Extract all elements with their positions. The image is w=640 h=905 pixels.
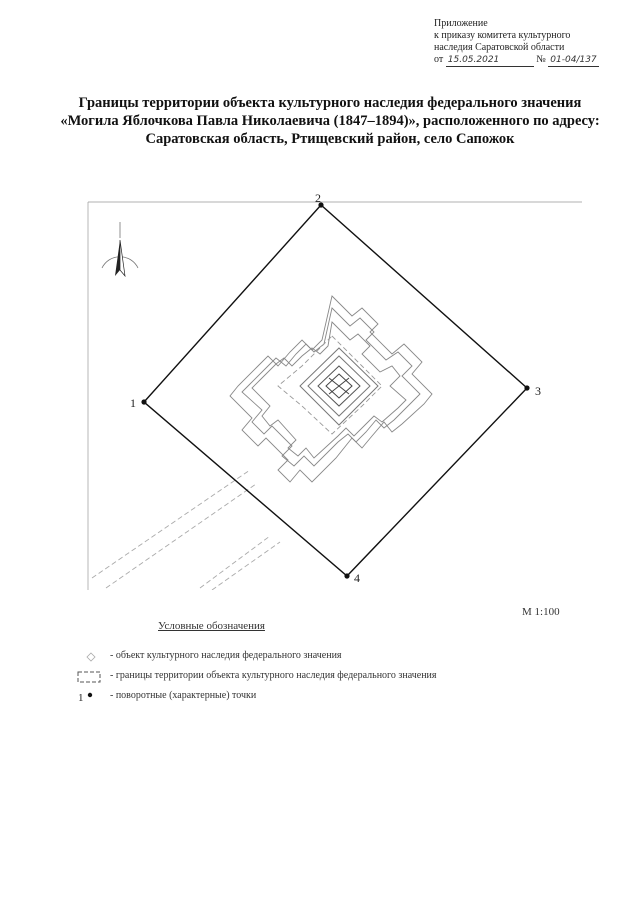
monument-object	[300, 348, 378, 425]
point-label-2: 2	[315, 191, 321, 205]
point-label-1: 1	[130, 396, 136, 410]
legend-point-number: 1	[78, 692, 84, 704]
appendix-line-1: Приложение	[434, 18, 488, 29]
north-arrow-icon	[102, 222, 138, 276]
legend-title: Условные обозначения	[158, 620, 265, 632]
appendix-date-line	[434, 54, 599, 67]
date-prefix: от	[434, 54, 444, 65]
number-prefix: №	[536, 54, 546, 65]
frame-lines	[88, 202, 582, 590]
legend-text-boundary: - границы территории объекта культурного наследия федерального значения	[110, 670, 437, 681]
document-title: Границы территории объекта культурного наследия федерального значения «Могила Яблочкова Павла Николаевича (1847–1894)», расположенного по адресу: Саратовская область, Ртищевский район, село Сапожок	[60, 95, 600, 147]
boundary-symbol-icon	[76, 670, 106, 684]
point-label-4: 4	[354, 571, 360, 585]
turning-points	[130, 191, 541, 585]
dashed-path	[92, 470, 280, 590]
object-symbol-icon	[76, 650, 106, 664]
turning-point-3	[524, 385, 529, 390]
appendix-line-3: наследия Саратовской области	[434, 42, 565, 53]
turning-point-1	[141, 399, 146, 404]
inner-dashed-outline	[278, 336, 382, 434]
map-scale: М 1:100	[522, 606, 560, 618]
territory-boundary	[144, 205, 527, 576]
legend-text-object: - объект культурного наследия федерального значения	[110, 650, 342, 661]
number-value: 01-04/137	[550, 55, 597, 65]
appendix-block	[434, 18, 599, 67]
date-value: 15.05.2021	[446, 54, 534, 67]
point-label-3: 3	[535, 384, 541, 398]
legend-text-points: - поворотные (характерные) точки	[110, 690, 257, 701]
site-plan	[82, 190, 582, 590]
stepped-outline	[230, 296, 432, 482]
appendix-line-2: к приказу комитета культурного	[434, 30, 571, 41]
turning-point-4	[344, 573, 349, 578]
point-symbol-icon	[76, 690, 106, 704]
